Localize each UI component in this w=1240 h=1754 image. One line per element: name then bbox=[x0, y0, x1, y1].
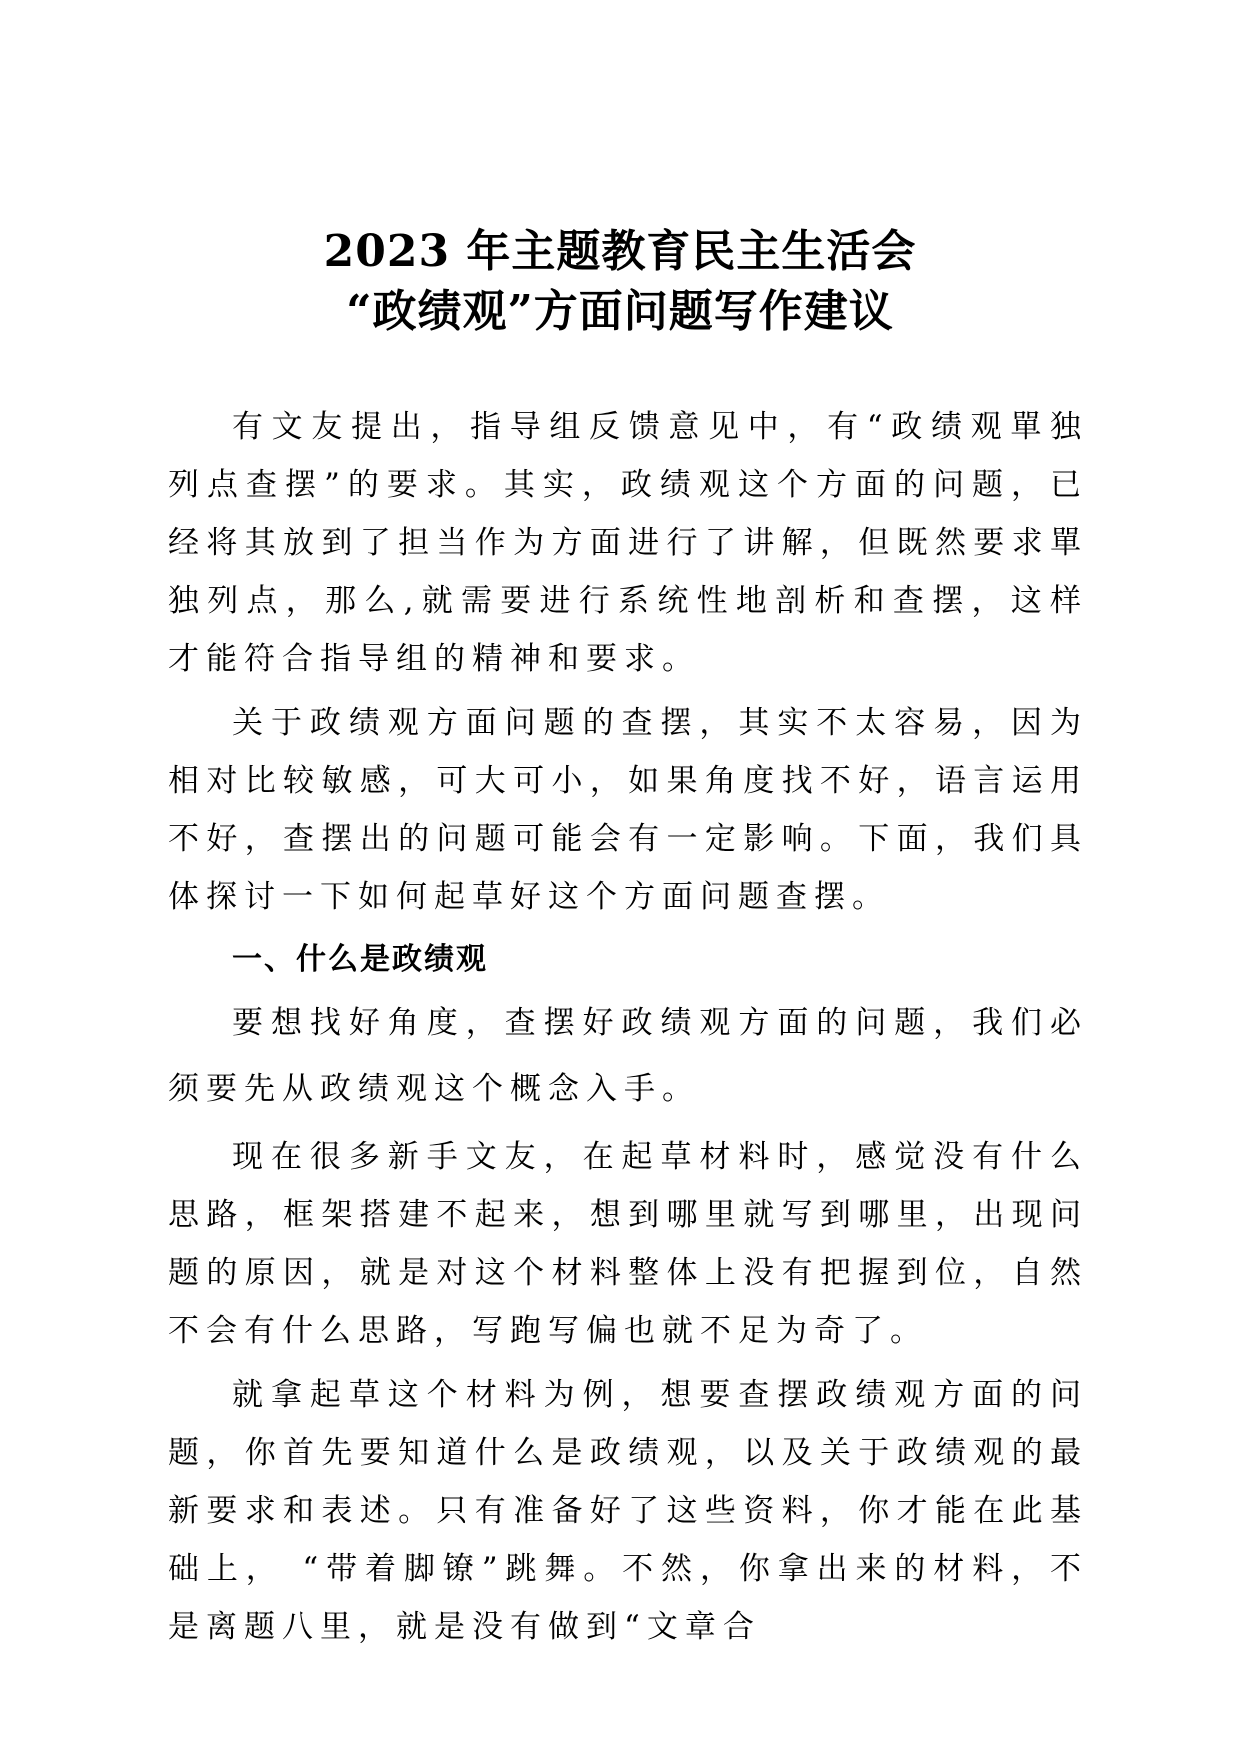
body-paragraph: 就拿起草这个材料为例，想要查摆政绩观方面的问题，你首先要知道什么是政绩观，以及关于政绩观的最新要求和表述。只有准备好了这些资料，你才能在此基础上， “带着脚镣”跳舞。不然，你拿出来的材料，不是离题八里，就是没有做到“文章合 bbox=[168, 1377, 1088, 1645]
body-paragraph: 关于政绩观方面问题的查摆，其实不太容易，因为相对比较敏感，可大可小，如果角度找不好，语言运用不好，查摆出的问题可能会有一定影响。下面，我们具体探讨一下如何起草好这个方面问题查摆。 bbox=[168, 705, 1088, 915]
title-line-2: “政绩观”方面问题写作建议 bbox=[346, 286, 894, 337]
document-title bbox=[0, 222, 1240, 342]
title-line-1: 2023 年主题教育民主生活会 bbox=[323, 226, 917, 277]
body-paragraph: 要想找好角度，查摆好政绩观方面的问题，我们必须要先从政绩观这个概念入手。 bbox=[168, 1005, 1088, 1107]
body-paragraph: 现在很多新手文友，在起草材料时，感觉没有什么思路，框架搭建不起来，想到哪里就写到哪里，出现问题的原因，就是对这个材料整体上没有把握到位，自然不会有什么思路，写跑写偏也就不足为奇了。 bbox=[168, 1139, 1088, 1349]
section-heading: 一、什么是政绩观 bbox=[232, 942, 488, 977]
document-body bbox=[168, 398, 1088, 1662]
body-paragraph: 有文友提出，指导组反馈意见中，有“政绩观單独列点查摆”的要求。其实，政绩观这个方面的问题，已经将其放到了担当作为方面进行了讲解，但既然要求單独列点，那么,就需要进行系统性地剖析和查摆，这样才能符合指导组的精神和要求。 bbox=[168, 409, 1088, 677]
